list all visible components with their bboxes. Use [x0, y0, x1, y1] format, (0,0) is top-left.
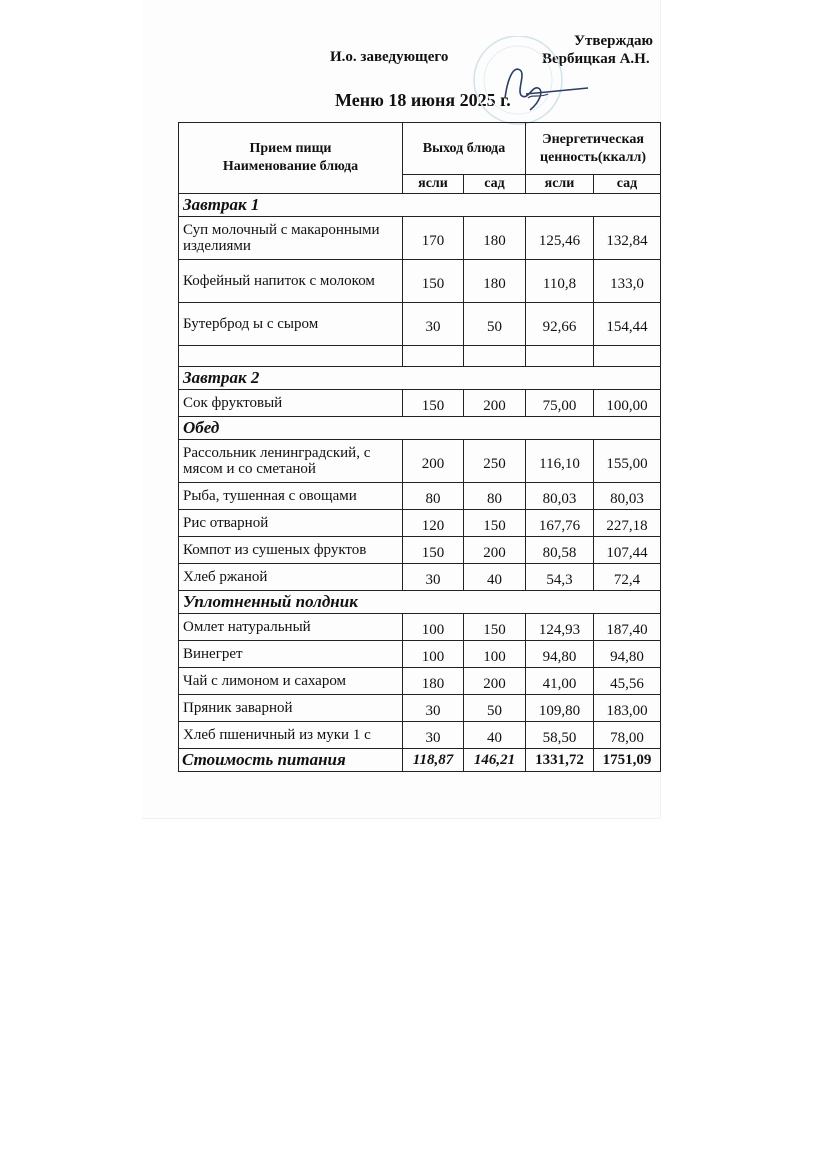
section-row	[179, 591, 661, 614]
cell: 94,80	[594, 641, 661, 668]
dish-name: Омлет натуральный	[179, 614, 403, 641]
page-title: Меню 18 июня 2025 г.	[335, 90, 511, 110]
cell: 45,56	[594, 668, 661, 695]
table-row	[179, 260, 661, 303]
sub-nursery-yield: ясли	[403, 175, 464, 194]
cell: 92,66	[526, 303, 594, 346]
cell: 107,44	[594, 537, 661, 564]
table-row	[179, 483, 661, 510]
col-yield-header: Выход блюда	[403, 123, 526, 175]
cell: 183,00	[594, 695, 661, 722]
cell: 78,00	[594, 722, 661, 749]
cell: 30	[403, 564, 464, 591]
cell: 180	[464, 217, 526, 260]
section-title: Уплотненный полдник	[179, 591, 661, 614]
cell: 75,00	[526, 390, 594, 417]
cell: 200	[464, 668, 526, 695]
section-title: Обед	[179, 417, 661, 440]
table-row	[179, 614, 661, 641]
total-cell: 1331,72	[526, 749, 594, 772]
dish-name: Компот из сушеных фруктов	[179, 537, 403, 564]
cell: 50	[464, 303, 526, 346]
total-row	[179, 749, 661, 772]
cell: 80,58	[526, 537, 594, 564]
menu-table	[178, 122, 661, 772]
cell: 200	[464, 537, 526, 564]
total-cell: 118,87	[403, 749, 464, 772]
dish-name: Рыба, тушенная с овощами	[179, 483, 403, 510]
table-row	[179, 303, 661, 346]
table-row	[179, 722, 661, 749]
cell: 124,93	[526, 614, 594, 641]
sub-garden-yield: сад	[464, 175, 526, 194]
dish-name: Бутерброд ы с сыром	[179, 303, 403, 346]
section-row	[179, 367, 661, 390]
cell: 100,00	[594, 390, 661, 417]
cell: 54,3	[526, 564, 594, 591]
cell: 109,80	[526, 695, 594, 722]
cell: 167,76	[526, 510, 594, 537]
cell: 180	[464, 260, 526, 303]
cell: 50	[464, 695, 526, 722]
cell: 150	[403, 260, 464, 303]
cell: 116,10	[526, 440, 594, 483]
cell: 150	[464, 510, 526, 537]
table-row	[179, 390, 661, 417]
dish-name: Сок фруктовый	[179, 390, 403, 417]
cell: 72,4	[594, 564, 661, 591]
cell: 58,50	[526, 722, 594, 749]
empty-row	[179, 346, 661, 367]
cell: 94,80	[526, 641, 594, 668]
cell: 200	[403, 440, 464, 483]
cell: 227,18	[594, 510, 661, 537]
table-row	[179, 668, 661, 695]
table-row	[179, 695, 661, 722]
dish-name: Рассольник ленинградский, с мясом и со сметаной	[179, 440, 403, 483]
dish-name: Пряник заварной	[179, 695, 403, 722]
dish-name: Винегрет	[179, 641, 403, 668]
cell: 80	[464, 483, 526, 510]
total-cell: 146,21	[464, 749, 526, 772]
cell: 40	[464, 564, 526, 591]
cell: 80	[403, 483, 464, 510]
cell: 41,00	[526, 668, 594, 695]
col-meal-header	[179, 123, 403, 194]
col-energy-line2: ценность(ккалл)	[540, 149, 646, 165]
dish-name: Суп молочный с макаронными изделиями	[179, 217, 403, 260]
cell: 154,44	[594, 303, 661, 346]
cell: 80,03	[526, 483, 594, 510]
dish-name: Чай с лимоном и сахаром	[179, 668, 403, 695]
cell: 100	[403, 641, 464, 668]
cell: 100	[464, 641, 526, 668]
deputy-label: И.о. заведующего	[330, 49, 449, 65]
approver-name: Вербицкая А.Н.	[542, 51, 650, 67]
cell: 187,40	[594, 614, 661, 641]
col-meal-line1: Прием пищи	[249, 141, 332, 156]
cell: 170	[403, 217, 464, 260]
cell: 125,46	[526, 217, 594, 260]
approve-label: Утверждаю	[574, 33, 653, 49]
cell: 150	[403, 537, 464, 564]
dish-name: Хлеб пшеничный из муки 1 с	[179, 722, 403, 749]
cell: 100	[403, 614, 464, 641]
dish-name: Кофейный напиток с молоком	[179, 260, 403, 303]
cell: 200	[464, 390, 526, 417]
cell: 30	[403, 695, 464, 722]
cell: 80,03	[594, 483, 661, 510]
section-row	[179, 194, 661, 217]
cell: 133,0	[594, 260, 661, 303]
col-energy-line1: Энергетическая	[542, 131, 644, 147]
sub-nursery-energy: ясли	[526, 175, 594, 194]
signature-stamp	[470, 36, 590, 136]
cell: 120	[403, 510, 464, 537]
total-label: Стоимость питания	[179, 749, 403, 772]
table-row	[179, 217, 661, 260]
cell: 250	[464, 440, 526, 483]
cell: 132,84	[594, 217, 661, 260]
table-row	[179, 510, 661, 537]
section-row	[179, 417, 661, 440]
cell: 110,8	[526, 260, 594, 303]
cell: 30	[403, 722, 464, 749]
dish-name: Рис отварной	[179, 510, 403, 537]
cell: 180	[403, 668, 464, 695]
section-title: Завтрак 2	[179, 367, 661, 390]
table-row	[179, 537, 661, 564]
table-row	[179, 440, 661, 483]
total-cell: 1751,09	[594, 749, 661, 772]
dish-name: Хлеб ржаной	[179, 564, 403, 591]
table-row	[179, 641, 661, 668]
sub-garden-energy: сад	[594, 175, 661, 194]
section-title: Завтрак 1	[179, 194, 661, 217]
col-energy-header	[526, 123, 661, 175]
cell: 150	[403, 390, 464, 417]
cell: 150	[464, 614, 526, 641]
col-meal-line2: Наименование блюда	[222, 159, 359, 174]
cell: 30	[403, 303, 464, 346]
cell: 155,00	[594, 440, 661, 483]
table-row	[179, 564, 661, 591]
cell: 40	[464, 722, 526, 749]
